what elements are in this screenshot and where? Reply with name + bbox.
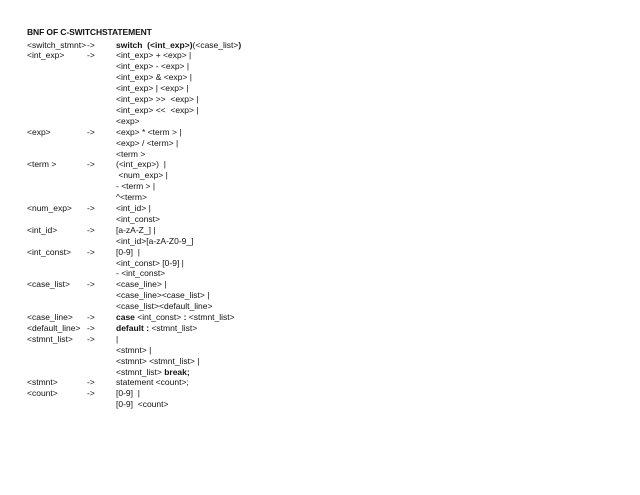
rule-production <box>116 170 168 181</box>
rule-production <box>116 388 140 399</box>
production-keyword: case <box>116 312 135 322</box>
rule-production <box>116 334 118 345</box>
rule-arrow: -> <box>87 50 95 61</box>
rule-production <box>116 72 192 83</box>
production-keyword: break; <box>161 366 190 377</box>
production-keyword: : <box>143 322 152 333</box>
production-keyword: switch <box>116 39 143 50</box>
rule-production <box>116 181 155 192</box>
production-text: <exp> / <term> | <box>116 137 179 148</box>
rule-production <box>116 399 168 410</box>
rule-production <box>116 279 166 290</box>
rule-arrow: -> <box>87 333 95 344</box>
production-text: <stmnt_list> <box>186 312 235 322</box>
rule-arrow: -> <box>87 246 95 257</box>
rule-production <box>116 138 178 149</box>
production-text: | <box>116 333 119 344</box>
rule-arrow: -> <box>87 203 95 213</box>
production-text: <case_list><default_line> <box>116 301 213 312</box>
production-text: <stmnt> | <box>116 344 152 355</box>
rule-nonterminal: <int_const> <box>27 246 71 257</box>
rule-production <box>116 345 151 356</box>
production-text: <int_id> | <box>116 203 151 213</box>
production-text: (<int_exp>) | <box>116 159 166 170</box>
production-text: <int_id>[a-zA-Z0-9_] <box>116 235 194 246</box>
rule-production <box>116 83 188 94</box>
production-text: <int_exp> - <exp> | <box>116 61 190 72</box>
production-text: <int_exp> << <exp> | <box>116 104 199 115</box>
rule-nonterminal: <switch_stmnt> <box>27 39 87 50</box>
production-text: <exp> * <term > | <box>116 126 182 137</box>
production-text: <stmnt_list> <box>116 366 162 377</box>
rule-production <box>116 203 151 214</box>
production-text: <int_exp> | <exp> | <box>116 83 189 94</box>
rule-production <box>116 105 199 116</box>
production-text: [0-9] | <box>116 246 140 257</box>
production-text: <stmnt_list> <box>151 322 198 333</box>
rule-production <box>116 268 165 279</box>
rule-production <box>116 323 197 334</box>
rule-production <box>116 377 189 388</box>
rule-production <box>116 40 241 51</box>
production-text: <exp> <box>116 115 140 126</box>
rule-arrow: -> <box>87 126 95 137</box>
rule-nonterminal: <stmnt> <box>27 377 58 388</box>
rule-production <box>116 116 140 127</box>
production-text: <int_const> <box>116 213 160 224</box>
production-text: [a-zA-Z_] | <box>116 224 156 235</box>
rule-production <box>116 94 199 105</box>
rule-production <box>116 149 145 160</box>
rule-production <box>116 225 156 236</box>
rule-nonterminal: <default_line> <box>27 322 81 333</box>
rule-nonterminal: <case_list> <box>27 279 70 290</box>
production-text: (<case_list> <box>192 39 239 50</box>
production-text: [0-9] | <box>116 388 140 399</box>
production-text: <int_exp> & <exp> | <box>116 72 192 83</box>
production-text: <num_exp> | <box>116 170 168 181</box>
production-text: <term > <box>116 148 146 159</box>
production-text: statement <count>; <box>116 377 189 388</box>
rule-arrow: -> <box>87 377 95 388</box>
rule-production <box>116 301 212 312</box>
rule-nonterminal: <stmnt_list> <box>27 333 73 344</box>
rule-production <box>116 367 190 378</box>
production-text: <int_exp> >> <exp> | <box>116 94 199 104</box>
rule-production <box>116 61 189 72</box>
rule-arrow: -> <box>87 159 95 170</box>
rule-production <box>116 258 184 269</box>
production-text: - <int_const> <box>116 268 166 279</box>
production-text: <int_const> <box>134 312 184 322</box>
rule-production <box>116 312 235 323</box>
rule-production <box>116 356 199 367</box>
rule-nonterminal: <term > <box>27 159 57 170</box>
rule-production <box>116 236 193 247</box>
rule-production <box>116 159 166 170</box>
production-keyword: ) <box>238 39 242 50</box>
rule-arrow: -> <box>87 279 95 290</box>
rule-arrow: -> <box>87 388 95 399</box>
rule-arrow: -> <box>87 39 95 50</box>
production-keyword: : <box>183 312 187 322</box>
rule-nonterminal: <exp> <box>27 126 51 137</box>
rule-nonterminal: <int_id> <box>27 224 58 235</box>
rule-arrow: -> <box>87 322 95 333</box>
rule-nonterminal: <num_exp> <box>27 203 72 213</box>
rule-production <box>116 127 182 138</box>
rule-production <box>116 192 147 203</box>
production-text: - <term > | <box>116 181 156 192</box>
rule-nonterminal: <case_line> <box>27 312 73 322</box>
rule-production <box>116 247 140 258</box>
production-text: [0-9] <count> <box>116 399 169 410</box>
production-keyword: (<int_exp>) <box>142 39 193 50</box>
rule-production <box>116 50 191 61</box>
rule-arrow: -> <box>87 312 95 322</box>
rule-nonterminal: <int_exp> <box>27 50 65 61</box>
rule-arrow: -> <box>87 224 95 235</box>
production-text: ^<term> <box>116 192 147 203</box>
production-text: <stmnt> <stmnt_list> | <box>116 355 200 366</box>
rule-nonterminal: <count> <box>27 388 58 399</box>
rule-production <box>116 214 160 225</box>
document-title: BNF OF C-SWITCHSTATEMENT <box>27 27 152 37</box>
production-text: <case_line> | <box>116 279 167 290</box>
production-keyword: default <box>116 322 144 333</box>
production-text: <case_line><case_list> | <box>116 290 210 301</box>
rule-production <box>116 290 209 301</box>
production-text: <int_const> [0-9] | <box>116 257 184 268</box>
production-text: <int_exp> + <exp> | <box>116 50 192 61</box>
